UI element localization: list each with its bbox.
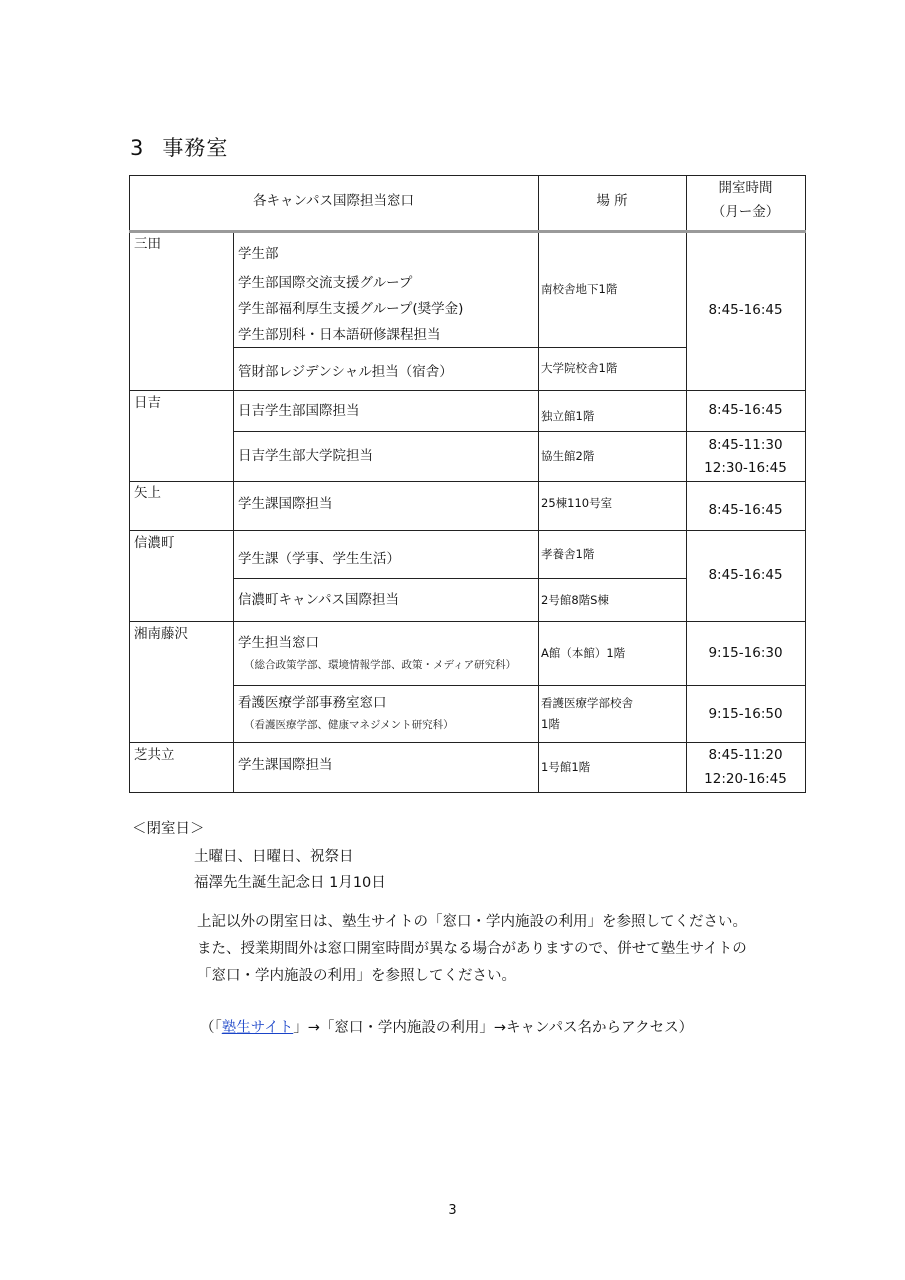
office-yagami: 学生課国際担当 [238, 496, 333, 512]
hours-yagami: 8:45-16:45 [708, 502, 783, 518]
office-mita-5: 管財部レジデンシャル担当（宿舎） [238, 364, 453, 380]
closed-note-3: 「窓口・学内施設の利用」を参照してください。 [197, 968, 516, 984]
hours-hiyoshi-2a: 8:45-11:30 [708, 437, 783, 453]
section-title: 事務室 [162, 136, 229, 160]
access-path [200, 1021, 693, 1036]
campus-yagami: 矢上 [134, 485, 161, 501]
header-window: 各キャンパス国際担当窓口 [252, 193, 415, 209]
office-shiba: 学生課国際担当 [238, 757, 333, 773]
hours-shinanomachi: 8:45-16:45 [708, 567, 783, 583]
place-hiyoshi-1: 独立館1階 [541, 409, 595, 423]
header-hours-days: （月ー金） [711, 204, 780, 220]
office-shonan-2: 看護医療学部事務室窓口 [238, 695, 387, 711]
header-place: 場 所 [596, 193, 628, 209]
office-mita-4: 学生部別科・日本語研修課程担当 [238, 327, 441, 343]
hours-hiyoshi-1: 8:45-16:45 [708, 402, 783, 418]
place-shonan-2b: 1階 [541, 717, 560, 731]
office-mita-2: 学生部国際交流支援グループ [238, 275, 413, 291]
office-shonan-1-note: （総合政策学部、環境情報学部、政策・メディア研究科） [244, 659, 517, 671]
campus-mita: 三田 [134, 236, 161, 252]
place-hiyoshi-2: 協生館2階 [541, 449, 595, 463]
access-prefix: （「 [200, 1020, 222, 1036]
place-yagami: 25棟110号室 [541, 496, 613, 510]
office-table [129, 175, 805, 793]
hours-shonan-2: 9:15-16:50 [708, 706, 783, 722]
closed-note-2: また、授業期間外は窓口開室時間が異なる場合がありますので、併せて塾生サイトの [197, 941, 747, 957]
page-number: 3 [448, 1203, 457, 1218]
hours-mita: 8:45-16:45 [708, 302, 783, 318]
juku-site-link[interactable]: 塾生サイト [221, 1020, 294, 1036]
access-suffix: 」→「窓口・学内施設の利用」→キャンパス名からアクセス） [293, 1020, 694, 1036]
section-heading [130, 132, 228, 162]
closed-days-founders-day: 福澤先生誕生記念日 1月10日 [194, 875, 386, 891]
place-shiba: 1号館1階 [541, 760, 591, 774]
campus-shonan-fujisawa: 湘南藤沢 [134, 626, 188, 642]
office-mita-3: 学生部福利厚生支援グループ(奨学金) [238, 301, 464, 317]
hours-shiba-a: 8:45-11:20 [708, 747, 783, 763]
office-shinanomachi-2: 信濃町キャンパス国際担当 [238, 592, 400, 608]
closed-days-weekends: 土曜日、日曜日、祝祭日 [194, 849, 354, 865]
office-shonan-2-note: （看護医療学部、健康マネジメント研究科） [244, 719, 454, 731]
closed-days-heading: ＜閉室日＞ [132, 821, 205, 837]
place-shinanomachi-2: 2号館8階S棟 [541, 593, 609, 607]
hours-shiba-b: 12:20-16:45 [704, 771, 787, 787]
place-shinanomachi-1: 孝養舎1階 [541, 547, 595, 561]
hours-hiyoshi-2b: 12:30-16:45 [704, 460, 787, 476]
campus-shiba-kyoritsu: 芝共立 [134, 747, 175, 763]
place-mita-1: 南校舎地下1階 [541, 282, 618, 296]
section-number: 3 [130, 136, 145, 160]
office-shinanomachi-1: 学生課（学事、学生生活） [238, 551, 400, 567]
office-mita-1: 学生部 [238, 246, 279, 262]
place-shonan-2a: 看護医療学部校舎 [541, 696, 633, 710]
campus-shinanomachi: 信濃町 [134, 535, 175, 551]
header-hours: 開室時間 [718, 180, 773, 196]
office-shonan-1: 学生担当窓口 [238, 635, 319, 651]
office-hiyoshi-1: 日吉学生部国際担当 [238, 403, 360, 419]
place-mita-2: 大学院校舎1階 [541, 361, 618, 375]
place-shonan-1: A館（本館）1階 [541, 646, 626, 660]
campus-hiyoshi: 日吉 [134, 395, 161, 411]
closed-note-1: 上記以外の閉室日は、塾生サイトの「窓口・学内施設の利用」を参照してください。 [197, 914, 747, 930]
office-hiyoshi-2: 日吉学生部大学院担当 [238, 448, 373, 464]
hours-shonan-1: 9:15-16:30 [708, 645, 783, 661]
